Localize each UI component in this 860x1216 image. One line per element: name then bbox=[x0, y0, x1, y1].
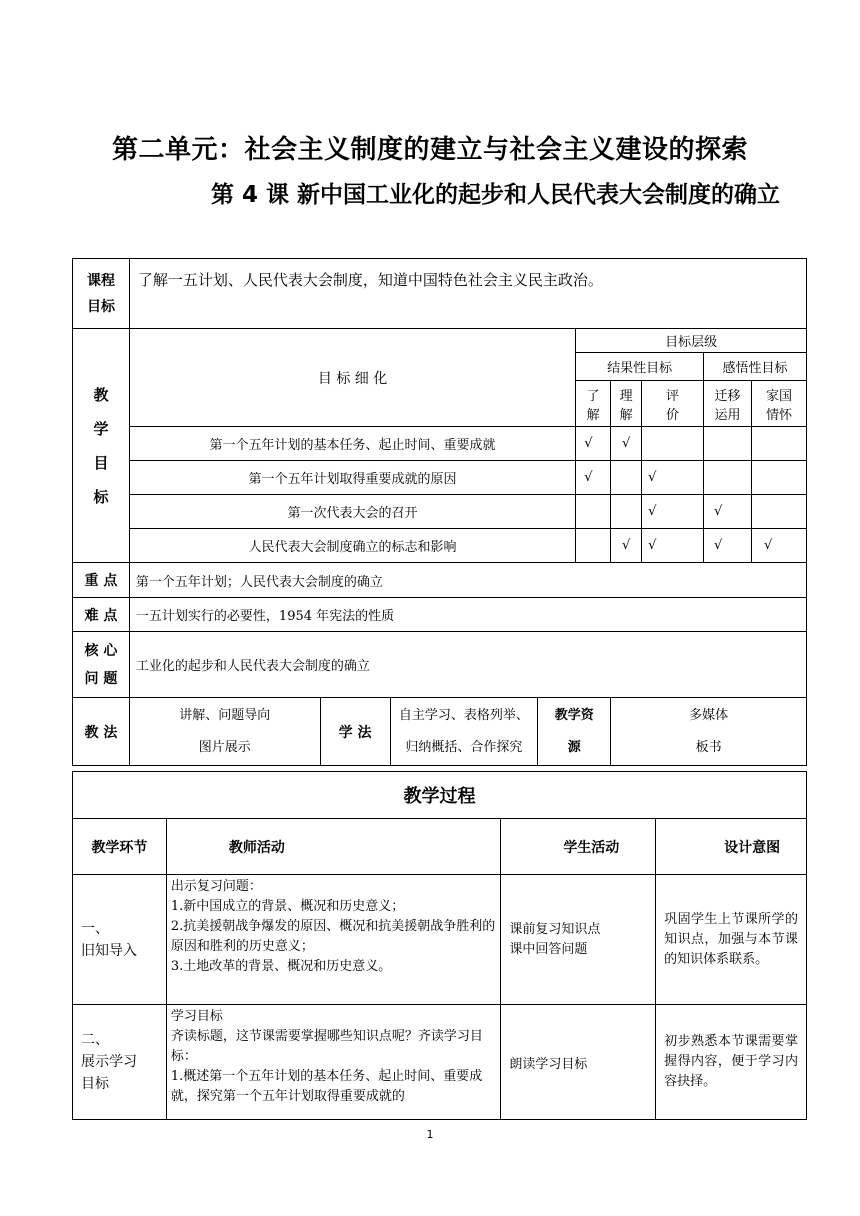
col-understand: 了 解 bbox=[576, 381, 611, 427]
goal-mark: √ bbox=[576, 427, 611, 461]
process-table bbox=[72, 771, 807, 1120]
col-evaluate: 评 价 bbox=[642, 381, 704, 427]
goal-mark bbox=[576, 495, 611, 529]
design-intent: 巩固学生上节课所学的知识点，加强与本节课的知识体系联系。 bbox=[656, 875, 807, 1005]
teaching-goal-label: 教 学 目 标 bbox=[73, 329, 130, 563]
goal-row bbox=[73, 495, 807, 529]
teacher-activity: 学习目标 齐读标题，这节课需要掌握哪些知识点呢？齐读学习目标： 1.概述第一个五年计划的基本任务、起止时间、重要成就，探究第一个五年计划取得重要成就的 bbox=[166, 1005, 500, 1120]
goal-mark bbox=[704, 427, 752, 461]
goal-mark bbox=[642, 427, 704, 461]
header-intent: 设计意图 bbox=[656, 819, 807, 875]
goal-level-header: 目标层级 bbox=[576, 329, 807, 353]
header-stage: 教学环节 bbox=[73, 819, 167, 875]
resource-label: 教学资 源 bbox=[538, 698, 611, 766]
result-goal-header: 结果性目标 bbox=[576, 353, 704, 381]
goal-detail-header: 目 标 细 化 bbox=[129, 329, 575, 427]
goal-mark: √ bbox=[611, 427, 642, 461]
learn-method-label: 学 法 bbox=[320, 698, 390, 766]
page-number: 1 bbox=[426, 1128, 434, 1141]
goal-mark bbox=[611, 461, 642, 495]
insight-goal-header: 感悟性目标 bbox=[704, 353, 807, 381]
col-comprehend: 理 解 bbox=[611, 381, 642, 427]
goal-mark: √ bbox=[611, 529, 642, 563]
course-goal-text: 了解一五计划、人民代表大会制度，知道中国特色社会主义民主政治。 bbox=[129, 259, 806, 329]
goal-mark bbox=[576, 529, 611, 563]
goal-row bbox=[73, 461, 807, 495]
student-activity: 朗读学习目标 bbox=[501, 1005, 656, 1120]
goal-mark bbox=[751, 495, 806, 529]
header-teacher: 教师活动 bbox=[166, 819, 500, 875]
difficulty-text: 一五计划实行的必要性，1954 年宪法的性质 bbox=[129, 598, 806, 632]
goal-row-text: 人民代表大会制度确立的标志和影响 bbox=[129, 529, 575, 563]
stage-cell: 二、 展示学习 目标 bbox=[73, 1005, 167, 1120]
goals-table bbox=[72, 258, 807, 766]
core-question-label: 核 心 问 题 bbox=[73, 632, 130, 698]
goal-row bbox=[73, 529, 807, 563]
design-intent: 初步熟悉本节课需要掌握得内容，便于学习内容抉择。 bbox=[656, 1005, 807, 1120]
key-point-text: 第一个五年计划；人民代表大会制度的确立 bbox=[129, 563, 806, 598]
col-transfer: 迁移 运用 bbox=[704, 381, 752, 427]
teacher-activity: 出示复习问题： 1.新中国成立的背景、概况和历史意义； 2.抗美援朝战争爆发的原因、概况和抗美援朝战争胜利的原因和胜利的历史意义； 3.土地改革的背景、概况和历史意义。 bbox=[166, 875, 500, 1005]
lesson-title: 第 4 课 新中国工业化的起步和人民代表大会制度的确立 bbox=[210, 182, 780, 208]
col-homeland: 家国 情怀 bbox=[751, 381, 806, 427]
teach-method-label: 教 法 bbox=[73, 698, 130, 766]
goal-mark: √ bbox=[642, 461, 704, 495]
process-title: 教学过程 bbox=[73, 772, 807, 819]
goal-mark: √ bbox=[704, 529, 752, 563]
course-goal-label: 课程 目标 bbox=[73, 259, 130, 329]
teach-method-text: 讲解、问题导向 图片展示 bbox=[129, 698, 320, 766]
core-question-text: 工业化的起步和人民代表大会制度的确立 bbox=[129, 632, 806, 698]
goal-mark bbox=[751, 461, 806, 495]
goal-mark bbox=[611, 495, 642, 529]
process-row bbox=[73, 1005, 807, 1120]
goal-mark: √ bbox=[704, 495, 752, 529]
stage-cell: 一、 旧知导入 bbox=[73, 875, 167, 1005]
unit-title: 第二单元：社会主义制度的建立与社会主义建设的探索 bbox=[111, 135, 748, 165]
learn-method-text: 自主学习、表格列举、 归纳概括、合作探究 bbox=[390, 698, 538, 766]
student-activity: 课前复习知识点 课中回答问题 bbox=[501, 875, 656, 1005]
goal-row-text: 第一次代表大会的召开 bbox=[129, 495, 575, 529]
difficulty-label: 难 点 bbox=[73, 598, 130, 632]
process-row bbox=[73, 875, 807, 1005]
goal-mark bbox=[704, 461, 752, 495]
goal-row-text: 第一个五年计划的基本任务、起止时间、重要成就 bbox=[129, 427, 575, 461]
goal-mark: √ bbox=[751, 529, 806, 563]
goal-row bbox=[73, 427, 807, 461]
goal-row-text: 第一个五年计划取得重要成就的原因 bbox=[129, 461, 575, 495]
goal-mark: √ bbox=[642, 495, 704, 529]
goal-mark bbox=[751, 427, 806, 461]
resource-text: 多媒体 板书 bbox=[611, 698, 807, 766]
header-student: 学生活动 bbox=[501, 819, 656, 875]
goal-mark: √ bbox=[576, 461, 611, 495]
key-point-label: 重 点 bbox=[73, 563, 130, 598]
goal-mark: √ bbox=[642, 529, 704, 563]
